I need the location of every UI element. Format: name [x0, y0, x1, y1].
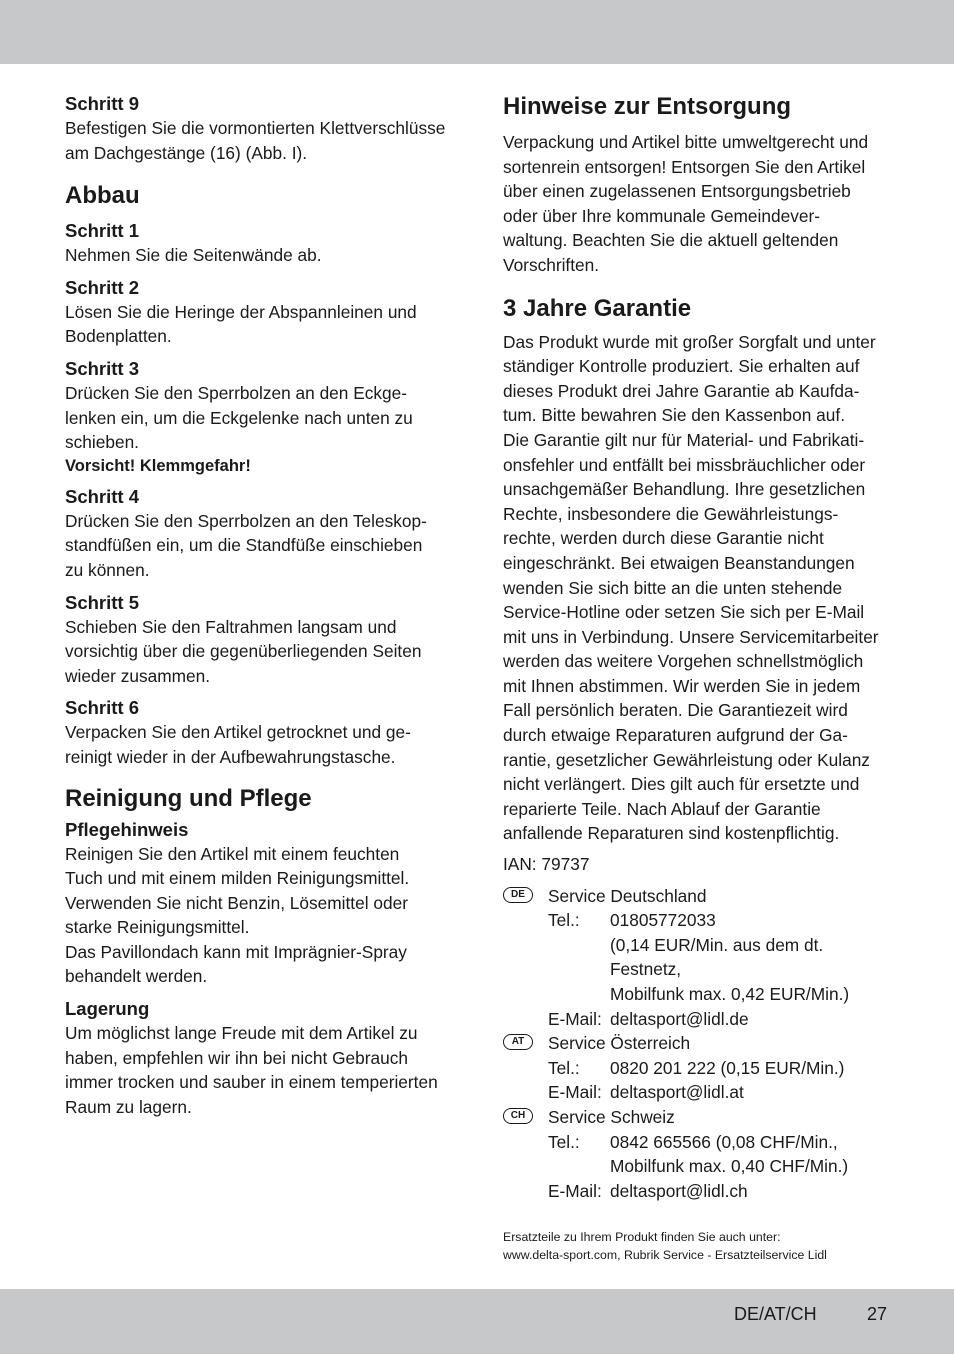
service-name: Service Deutschland: [548, 885, 707, 906]
tel-value: 0842 665566 (0,08 CHF/Min.,: [610, 1131, 838, 1152]
text-line: onsfehler und entfällt bei missbräuchlicher oder: [503, 454, 866, 475]
step-heading: Schritt 5: [65, 591, 140, 613]
text-line: Vorschriften.: [503, 254, 600, 275]
text-line: lenken ein, um die Eckgelenke nach unten zu: [65, 407, 413, 428]
text-line: Die Garantie gilt nur für Material- und Fabrikati-: [503, 429, 865, 450]
mail-value: deltasport@lidl.de: [610, 1008, 749, 1029]
step-heading: Schritt 4: [65, 485, 140, 507]
garantie-text: [503, 330, 898, 846]
tel-value: 0820 201 222 (0,15 EUR/Min.): [610, 1057, 845, 1078]
text-line: rantie, gesetzlicher Gewährleistung oder Kulanz: [503, 749, 870, 770]
service-ch-tel-row: [503, 1154, 898, 1179]
tel-label: Tel.:: [548, 1057, 580, 1078]
text-line: www.delta-sport.com, Rubrik Service - Ersatzteilservice Lidl: [503, 1248, 827, 1263]
right-column: [503, 92, 898, 1264]
service-de-tel-row: [503, 908, 898, 933]
de-badge-icon: DE: [503, 887, 533, 903]
mail-value: deltasport@lidl.at: [610, 1082, 744, 1103]
service-ch-tel-row: [503, 1130, 898, 1155]
text-line: unsachgemäßer Behandlung. Ihre gesetzlichen: [503, 479, 866, 500]
entsorgung-heading: Hinweise zur Entsorgung: [503, 93, 792, 120]
ian-number: IAN: 79737: [503, 854, 590, 875]
text-line: mit uns in Verbindung. Unsere Servicemitarbeiter: [503, 626, 879, 647]
text-line: Verwenden Sie nicht Benzin, Lösemittel oder: [65, 892, 408, 913]
text-line: durch etwaige Reparaturen aufgrund der Ga-: [503, 725, 848, 746]
service-ch-mail-row: [503, 1179, 898, 1204]
text-line: immer trocken und sauber in einem temperierten: [65, 1072, 438, 1093]
mail-label: E-Mail:: [548, 1082, 602, 1103]
text-line: anfallende Reparaturen sind kostenpflichtig.: [503, 823, 840, 844]
text-line: Raum zu lagern.: [65, 1096, 192, 1117]
text-line: ständiger Kontrolle produziert. Sie erhalten auf: [503, 356, 860, 377]
garantie-heading: 3 Jahre Garantie: [503, 294, 692, 322]
text-line: behandelt werden.: [65, 966, 208, 987]
reinigung-heading: Reinigung und Pflege: [65, 784, 312, 812]
tel-note: Festnetz,: [610, 959, 682, 980]
page-number: 27: [867, 1304, 888, 1324]
text-line: reparierte Teile. Nach Ablauf der Garantie: [503, 798, 821, 819]
text-line: über einen zugelassenen Entsorgungsbetrieb: [503, 181, 851, 202]
text-line: dieses Produkt drei Jahre Garantie ab Kaufda-: [503, 380, 860, 401]
step-heading: Schritt 2: [65, 276, 140, 298]
text-line: Bodenplatten.: [65, 326, 172, 347]
ersatzteile-note: [503, 1228, 898, 1264]
text-line: Rechte, insbesondere die Gewährleistungs-: [503, 503, 839, 524]
text-line: sortenrein entsorgen! Entsorgen Sie den Artikel: [503, 156, 866, 177]
text-line: Reinigen Sie den Artikel mit einem feuchten: [65, 843, 400, 864]
tel-value: 01805772033: [610, 910, 716, 931]
text-line: vorsichtig über die gegenüberliegenden Seiten: [65, 641, 422, 662]
text-line: standfüßen ein, um die Standfüße einschieben: [65, 535, 423, 556]
text-line: Ersatzteile zu Ihrem Produkt finden Sie auch unter:: [503, 1230, 781, 1245]
tel-label: Tel.:: [548, 1131, 580, 1152]
service-de-row: [503, 884, 898, 909]
text-line: Schieben Sie den Faltrahmen langsam und: [65, 616, 397, 637]
service-de-tel-row: [503, 933, 898, 958]
service-ch-row: [503, 1105, 898, 1130]
text-line: Fall persönlich beraten. Die Garantiezeit wird: [503, 700, 848, 721]
abbau-step-3: [65, 357, 460, 477]
service-block: [503, 884, 898, 1204]
text-line: oder über Ihre kommunale Gemeindever-: [503, 205, 820, 226]
text-line: mit Ihnen abstimmen. Wir werden Sie in jedem: [503, 675, 861, 696]
mail-label: E-Mail:: [548, 1008, 602, 1029]
header-bar: [0, 0, 954, 64]
abbau-step-5: [65, 591, 460, 689]
text-line: Verpackung und Artikel bitte umweltgerecht und: [503, 132, 869, 152]
text-line: reinigt wieder in der Aufbewahrungstasche.: [65, 746, 396, 767]
text-line: Service-Hotline oder setzen Sie sich per E-Mail: [503, 602, 865, 623]
text-line: waltung. Beachten Sie die aktuell geltenden: [503, 230, 839, 251]
step-heading: Schritt 6: [65, 697, 140, 719]
abbau-heading: Abbau: [65, 182, 140, 210]
subheading: Lagerung: [65, 998, 150, 1020]
text-line: zu können.: [65, 559, 150, 580]
text-line: Tuch und mit einem milden Reinigungsmittel.: [65, 868, 410, 889]
text-line: tum. Bitte bewahren Sie den Kassenbon auf.: [503, 405, 846, 426]
section-heading: Schritt 9: [65, 93, 140, 114]
footer-language-codes: DE/AT/CH: [734, 1304, 817, 1324]
ch-badge-icon: CH: [503, 1108, 533, 1124]
service-at-mail-row: [503, 1080, 898, 1105]
tel-note: (0,14 EUR/Min. aus dem dt.: [610, 934, 824, 955]
service-at-tel-row: [503, 1056, 898, 1081]
text-line: Befestigen Sie die vormontierten Klettverschlüsse: [65, 118, 446, 138]
service-name: Service Österreich: [548, 1033, 691, 1054]
service-de-mail-row: [503, 1007, 898, 1032]
left-column: [65, 92, 460, 1119]
text-line: am Dachgestänge (16) (Abb. I).: [65, 142, 308, 163]
text-line: starke Reinigungsmittel.: [65, 917, 250, 938]
schritt-9-section: [65, 92, 460, 165]
step-heading: Schritt 3: [65, 357, 140, 379]
text-line: rechte, werden durch diese Garantie nicht: [503, 528, 824, 549]
at-badge-icon: AT: [503, 1034, 533, 1050]
subheading: Pflegehinweis: [65, 818, 189, 840]
step-heading: Schritt 1: [65, 220, 140, 242]
service-at-row: [503, 1031, 898, 1056]
text-line: Lösen Sie die Heringe der Abspannleinen und: [65, 301, 417, 322]
service-name: Service Schweiz: [548, 1106, 675, 1127]
lagerung-section: [65, 997, 460, 1119]
text-line: Nehmen Sie die Seitenwände ab.: [65, 245, 322, 266]
text-line: Das Produkt wurde mit großer Sorgfalt und unter: [503, 331, 876, 352]
text-line: schieben.: [65, 432, 139, 453]
tel-note: Mobilfunk max. 0,40 CHF/Min.): [610, 1156, 849, 1177]
service-de-tel-row: [503, 982, 898, 1007]
text-line: Um möglichst lange Freude mit dem Artikel zu: [65, 1023, 418, 1044]
pflegehinweis-section: [65, 818, 460, 990]
text-line: haben, empfehlen wir ihn bei nicht Gebrauch: [65, 1047, 408, 1068]
text-line: Verpacken Sie den Artikel getrocknet und ge-: [65, 722, 411, 743]
entsorgung-text: [503, 130, 898, 278]
text-line: Das Pavillondach kann mit Imprägnier-Spray: [65, 941, 407, 962]
tel-label: Tel.:: [548, 910, 580, 931]
text-line: Drücken Sie den Sperrbolzen an den Teleskop-: [65, 510, 427, 531]
text-line: wieder zusammen.: [65, 665, 211, 686]
abbau-step-4: [65, 485, 460, 583]
mail-label: E-Mail:: [548, 1180, 602, 1201]
text-line: wenden Sie sich bitte an die unten stehende: [503, 577, 843, 598]
service-de-tel-row: [503, 957, 898, 982]
abbau-step-1: [65, 219, 460, 268]
text-line: nicht verlängert. Dies gilt auch für ersetzte und: [503, 774, 860, 795]
text-line: Drücken Sie den Sperrbolzen an den Eckge-: [65, 382, 407, 403]
abbau-step-6: [65, 696, 460, 769]
warning-text: Vorsicht! Klemmgefahr!: [65, 456, 251, 475]
mail-value: deltasport@lidl.ch: [610, 1180, 748, 1201]
tel-note: Mobilfunk max. 0,42 EUR/Min.): [610, 984, 850, 1004]
abbau-step-2: [65, 276, 460, 349]
text-line: eingeschränkt. Bei etwaigen Beanstandungen: [503, 552, 855, 573]
text-line: werden das weitere Vorgehen schnellstmöglich: [503, 651, 864, 672]
